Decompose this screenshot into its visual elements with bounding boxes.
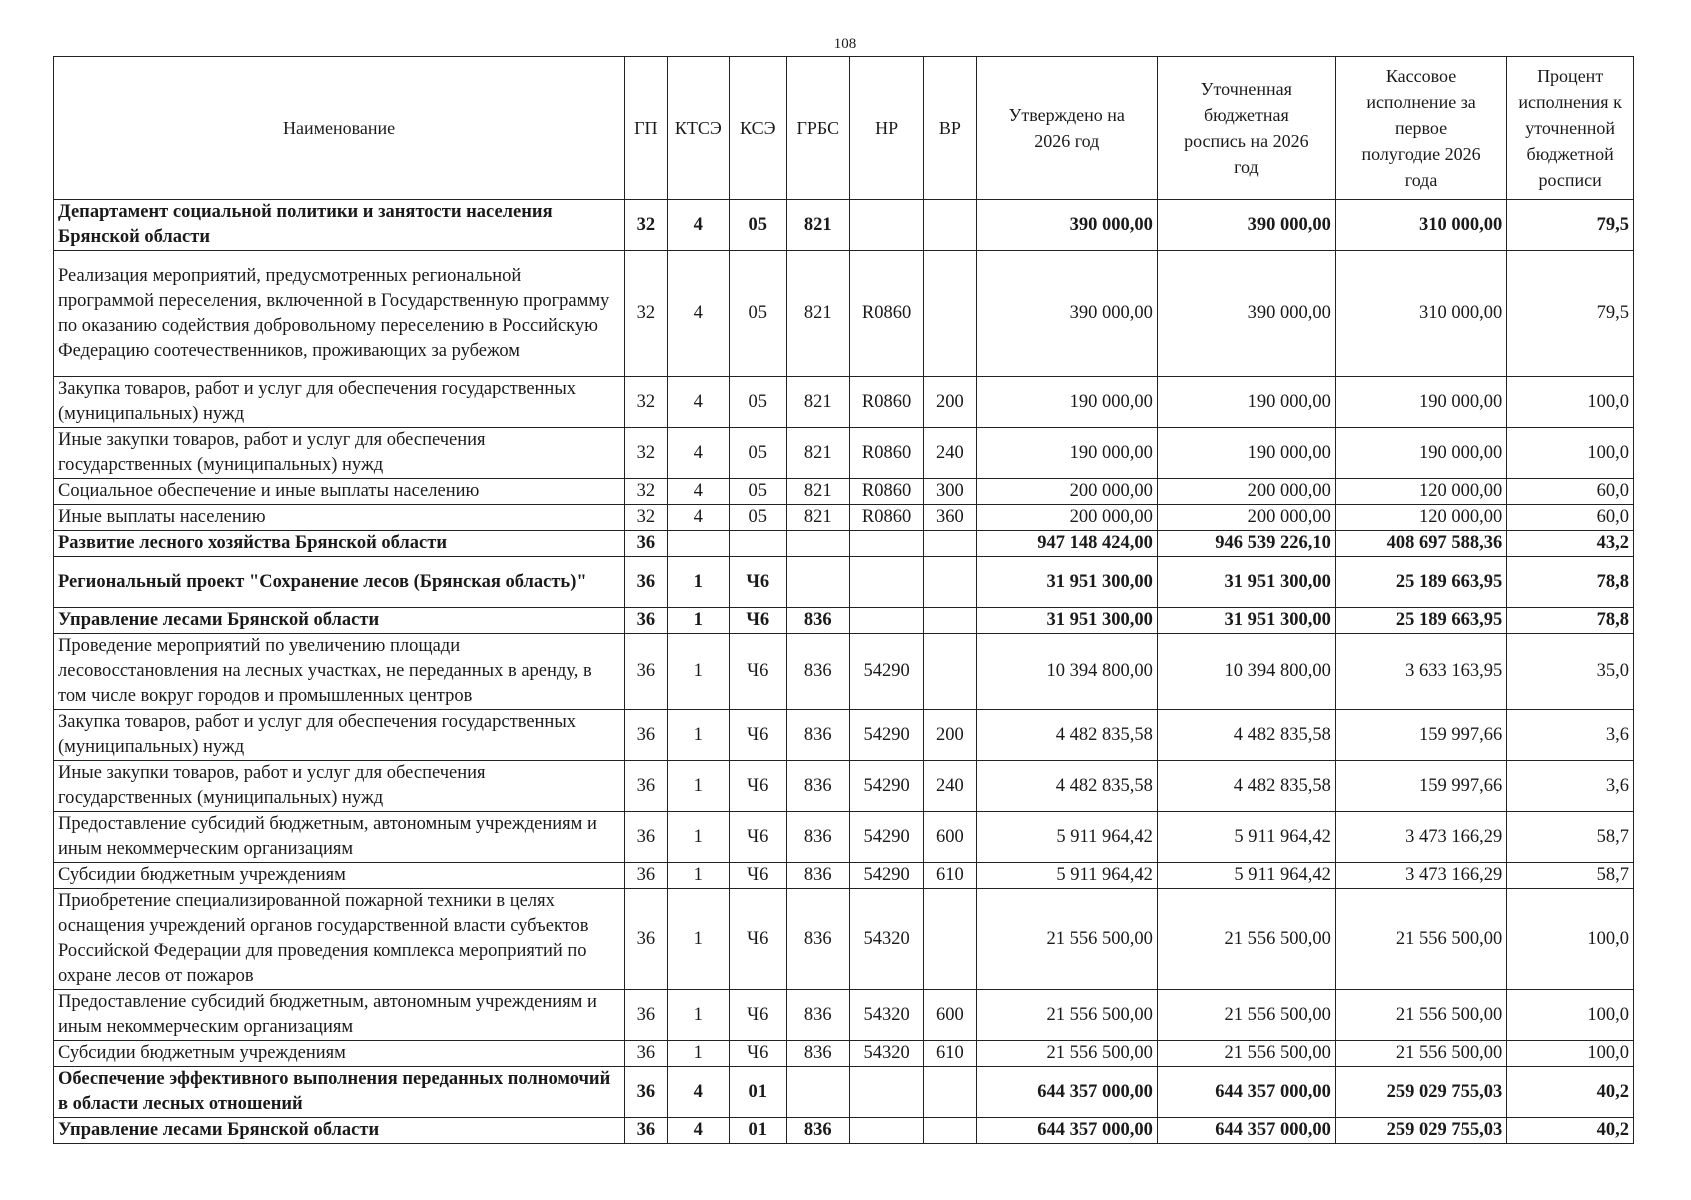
cell-kse: 05 (729, 377, 786, 428)
cell-gp: 36 (625, 710, 668, 761)
cell-np (849, 557, 923, 608)
cell-gp: 36 (625, 990, 668, 1041)
cell-percent: 40,2 (1507, 1067, 1634, 1118)
cell-gp: 36 (625, 889, 668, 990)
header-approved: Утверждено на 2026 год (976, 57, 1157, 200)
row-name: Развитие лесного хозяйства Брянской области (54, 531, 625, 557)
cell-kse: Ч6 (729, 608, 786, 634)
table-row (54, 710, 1634, 761)
header-cash: Кассовое исполнение за первое полугодие 2026 года (1335, 57, 1506, 200)
table-row (54, 889, 1634, 990)
header-refined: Уточненная бюджетная роспись на 2026 год (1157, 57, 1335, 200)
table-row (54, 863, 1634, 889)
cell-kse: 01 (729, 1067, 786, 1118)
cell-percent: 60,0 (1507, 479, 1634, 505)
table-row (54, 634, 1634, 710)
row-name: Социальное обеспечение и иные выплаты населению (54, 479, 625, 505)
cell-percent: 100,0 (1507, 428, 1634, 479)
cell-refined: 21 556 500,00 (1157, 889, 1335, 990)
cell-refined: 390 000,00 (1157, 251, 1335, 377)
cell-cash: 120 000,00 (1335, 505, 1506, 531)
cell-kse: Ч6 (729, 863, 786, 889)
cell-vr: 300 (924, 479, 976, 505)
row-name: Иные закупки товаров, работ и услуг для обеспечения государственных (муниципальных) нужд (54, 761, 625, 812)
cell-gp: 36 (625, 531, 668, 557)
cell-cash: 159 997,66 (1335, 710, 1506, 761)
cell-kse: Ч6 (729, 990, 786, 1041)
cell-np (849, 608, 923, 634)
cell-kse: 05 (729, 200, 786, 251)
cell-grbs: 836 (786, 761, 849, 812)
cell-grbs: 836 (786, 1041, 849, 1067)
cell-percent: 3,6 (1507, 710, 1634, 761)
cell-cash: 120 000,00 (1335, 479, 1506, 505)
cell-approved: 200 000,00 (976, 505, 1157, 531)
cell-kse: 05 (729, 479, 786, 505)
cell-np: R0860 (849, 251, 923, 377)
cell-np: 54290 (849, 634, 923, 710)
cell-approved: 10 394 800,00 (976, 634, 1157, 710)
cell-kse: 05 (729, 251, 786, 377)
cell-ktse: 1 (667, 710, 729, 761)
cell-grbs: 836 (786, 990, 849, 1041)
cell-gp: 36 (625, 863, 668, 889)
cell-refined: 5 911 964,42 (1157, 863, 1335, 889)
cell-np (849, 1118, 923, 1144)
row-name: Проведение мероприятий по увеличению площади лесовосстановления на лесных участках, не переданных в аренду, в том числе вокруг городов и промышленных центров (54, 634, 625, 710)
cell-gp: 36 (625, 1118, 668, 1144)
cell-vr: 240 (924, 428, 976, 479)
cell-ktse: 4 (667, 251, 729, 377)
cell-cash: 25 189 663,95 (1335, 608, 1506, 634)
cell-ktse: 1 (667, 863, 729, 889)
cell-percent: 79,5 (1507, 200, 1634, 251)
cell-np: R0860 (849, 505, 923, 531)
cell-cash: 190 000,00 (1335, 377, 1506, 428)
cell-percent: 100,0 (1507, 889, 1634, 990)
row-name: Приобретение специализированной пожарной техники в целях оснащения учреждений органов государственной власти субъектов Российской Федерации для проведения комплекса мероприятий по охране лесов от пожаров (54, 889, 625, 990)
table-row (54, 200, 1634, 251)
cell-ktse: 1 (667, 1041, 729, 1067)
header-percent: Процент исполнения к уточненной бюджетной росписи (1507, 57, 1634, 200)
cell-gp: 36 (625, 557, 668, 608)
row-name: Иные закупки товаров, работ и услуг для обеспечения государственных (муниципальных) нужд (54, 428, 625, 479)
cell-np: 54290 (849, 812, 923, 863)
cell-approved: 200 000,00 (976, 479, 1157, 505)
cell-cash: 159 997,66 (1335, 761, 1506, 812)
cell-kse: 01 (729, 1118, 786, 1144)
cell-percent: 58,7 (1507, 812, 1634, 863)
header-np: НР (849, 57, 923, 200)
cell-approved: 5 911 964,42 (976, 812, 1157, 863)
cell-refined: 4 482 835,58 (1157, 710, 1335, 761)
cell-cash: 259 029 755,03 (1335, 1118, 1506, 1144)
cell-grbs: 821 (786, 428, 849, 479)
cell-grbs: 836 (786, 608, 849, 634)
table-body (54, 200, 1634, 1144)
cell-percent: 58,7 (1507, 863, 1634, 889)
cell-cash: 3 473 166,29 (1335, 812, 1506, 863)
cell-kse: Ч6 (729, 557, 786, 608)
row-name: Реализация мероприятий, предусмотренных региональной программой переселения, включенной в Государственную программу по оказанию содействия добровольному переселению в Российскую Федерацию соотечественников, проживающих за рубежом (54, 251, 625, 377)
cell-ktse: 4 (667, 428, 729, 479)
row-name: Закупка товаров, работ и услуг для обеспечения государственных (муниципальных) нужд (54, 710, 625, 761)
row-name: Закупка товаров, работ и услуг для обеспечения государственных (муниципальных) нужд (54, 377, 625, 428)
cell-grbs: 836 (786, 634, 849, 710)
cell-percent: 100,0 (1507, 377, 1634, 428)
cell-cash: 3 633 163,95 (1335, 634, 1506, 710)
cell-ktse: 4 (667, 200, 729, 251)
header-grbs: ГРБС (786, 57, 849, 200)
cell-np (849, 200, 923, 251)
cell-gp: 36 (625, 1067, 668, 1118)
cell-approved: 644 357 000,00 (976, 1118, 1157, 1144)
cell-approved: 190 000,00 (976, 377, 1157, 428)
cell-ktse (667, 531, 729, 557)
cell-np: 54290 (849, 761, 923, 812)
cell-ktse: 4 (667, 1118, 729, 1144)
cell-percent: 43,2 (1507, 531, 1634, 557)
table-row (54, 377, 1634, 428)
cell-refined: 4 482 835,58 (1157, 761, 1335, 812)
cell-grbs: 821 (786, 251, 849, 377)
cell-refined: 644 357 000,00 (1157, 1118, 1335, 1144)
cell-vr (924, 1118, 976, 1144)
row-name: Предоставление субсидий бюджетным, автономным учреждениям и иным некоммерческим организациям (54, 812, 625, 863)
cell-vr: 240 (924, 761, 976, 812)
cell-gp: 32 (625, 377, 668, 428)
cell-vr (924, 531, 976, 557)
cell-vr (924, 1067, 976, 1118)
cell-cash: 310 000,00 (1335, 251, 1506, 377)
cell-gp: 36 (625, 1041, 668, 1067)
cell-np: 54320 (849, 990, 923, 1041)
cell-vr: 200 (924, 710, 976, 761)
cell-vr: 600 (924, 812, 976, 863)
cell-np: 54290 (849, 863, 923, 889)
cell-refined: 31 951 300,00 (1157, 557, 1335, 608)
cell-approved: 31 951 300,00 (976, 557, 1157, 608)
cell-grbs (786, 1067, 849, 1118)
cell-kse: 05 (729, 428, 786, 479)
cell-vr (924, 251, 976, 377)
cell-np (849, 1067, 923, 1118)
cell-np: 54320 (849, 1041, 923, 1067)
cell-ktse: 1 (667, 812, 729, 863)
cell-approved: 4 482 835,58 (976, 761, 1157, 812)
cell-gp: 32 (625, 505, 668, 531)
cell-refined: 200 000,00 (1157, 505, 1335, 531)
page-number: 108 (833, 36, 857, 52)
cell-approved: 21 556 500,00 (976, 990, 1157, 1041)
cell-cash: 310 000,00 (1335, 200, 1506, 251)
row-name: Предоставление субсидий бюджетным, автономным учреждениям и иным некоммерческим организациям (54, 990, 625, 1041)
table-row (54, 608, 1634, 634)
cell-percent: 79,5 (1507, 251, 1634, 377)
cell-gp: 32 (625, 251, 668, 377)
row-name: Обеспечение эффективного выполнения переданных полномочий в области лесных отношений (54, 1067, 625, 1118)
cell-percent: 60,0 (1507, 505, 1634, 531)
cell-ktse: 1 (667, 608, 729, 634)
cell-cash: 21 556 500,00 (1335, 990, 1506, 1041)
cell-approved: 644 357 000,00 (976, 1067, 1157, 1118)
cell-percent: 100,0 (1507, 990, 1634, 1041)
cell-percent: 78,8 (1507, 608, 1634, 634)
row-name: Субсидии бюджетным учреждениям (54, 863, 625, 889)
cell-cash: 21 556 500,00 (1335, 1041, 1506, 1067)
cell-refined: 946 539 226,10 (1157, 531, 1335, 557)
cell-percent: 3,6 (1507, 761, 1634, 812)
cell-np: 54320 (849, 889, 923, 990)
cell-np: 54290 (849, 710, 923, 761)
cell-refined: 390 000,00 (1157, 200, 1335, 251)
table-row (54, 531, 1634, 557)
cell-grbs: 821 (786, 505, 849, 531)
cell-kse: Ч6 (729, 761, 786, 812)
cell-refined: 190 000,00 (1157, 428, 1335, 479)
table-row (54, 1067, 1634, 1118)
cell-cash: 21 556 500,00 (1335, 889, 1506, 990)
cell-approved: 947 148 424,00 (976, 531, 1157, 557)
cell-grbs: 821 (786, 200, 849, 251)
header-kse: КСЭ (729, 57, 786, 200)
cell-refined: 644 357 000,00 (1157, 1067, 1335, 1118)
cell-vr: 600 (924, 990, 976, 1041)
cell-refined: 31 951 300,00 (1157, 608, 1335, 634)
header-row (54, 57, 1634, 200)
cell-ktse: 4 (667, 1067, 729, 1118)
cell-ktse: 4 (667, 479, 729, 505)
cell-grbs (786, 557, 849, 608)
cell-kse: Ч6 (729, 1041, 786, 1067)
cell-refined: 190 000,00 (1157, 377, 1335, 428)
row-name: Управление лесами Брянской области (54, 1118, 625, 1144)
cell-approved: 390 000,00 (976, 200, 1157, 251)
budget-table (53, 56, 1634, 1144)
cell-kse: 05 (729, 505, 786, 531)
row-name: Департамент социальной политики и занятости населения Брянской области (54, 200, 625, 251)
cell-vr (924, 557, 976, 608)
cell-approved: 31 951 300,00 (976, 608, 1157, 634)
cell-gp: 32 (625, 479, 668, 505)
cell-ktse: 4 (667, 377, 729, 428)
cell-grbs: 821 (786, 479, 849, 505)
cell-refined: 10 394 800,00 (1157, 634, 1335, 710)
cell-grbs: 821 (786, 377, 849, 428)
header-gp: ГП (625, 57, 668, 200)
row-name: Управление лесами Брянской области (54, 608, 625, 634)
cell-gp: 36 (625, 608, 668, 634)
cell-vr: 360 (924, 505, 976, 531)
cell-kse: Ч6 (729, 812, 786, 863)
cell-vr: 610 (924, 863, 976, 889)
header-name: Наименование (54, 57, 625, 200)
table-row (54, 761, 1634, 812)
cell-approved: 190 000,00 (976, 428, 1157, 479)
cell-gp: 36 (625, 634, 668, 710)
table-row (54, 1118, 1634, 1144)
cell-ktse: 4 (667, 505, 729, 531)
cell-cash: 25 189 663,95 (1335, 557, 1506, 608)
row-name: Региональный проект "Сохранение лесов (Брянская область)" (54, 557, 625, 608)
cell-gp: 36 (625, 761, 668, 812)
cell-grbs: 836 (786, 812, 849, 863)
cell-vr: 200 (924, 377, 976, 428)
cell-kse (729, 531, 786, 557)
cell-grbs: 836 (786, 710, 849, 761)
cell-gp: 36 (625, 812, 668, 863)
table-row (54, 505, 1634, 531)
cell-ktse: 1 (667, 634, 729, 710)
cell-approved: 390 000,00 (976, 251, 1157, 377)
cell-ktse: 1 (667, 557, 729, 608)
cell-refined: 21 556 500,00 (1157, 1041, 1335, 1067)
cell-refined: 5 911 964,42 (1157, 812, 1335, 863)
cell-approved: 21 556 500,00 (976, 889, 1157, 990)
header-ktse: КТСЭ (667, 57, 729, 200)
cell-cash: 190 000,00 (1335, 428, 1506, 479)
cell-ktse: 1 (667, 761, 729, 812)
cell-percent: 35,0 (1507, 634, 1634, 710)
table-row (54, 251, 1634, 377)
cell-np: R0860 (849, 428, 923, 479)
cell-approved: 21 556 500,00 (976, 1041, 1157, 1067)
header-vr: ВР (924, 57, 976, 200)
cell-np (849, 531, 923, 557)
cell-cash: 408 697 588,36 (1335, 531, 1506, 557)
cell-gp: 32 (625, 428, 668, 479)
cell-refined: 200 000,00 (1157, 479, 1335, 505)
cell-grbs: 836 (786, 863, 849, 889)
cell-vr (924, 200, 976, 251)
cell-vr (924, 889, 976, 990)
cell-vr (924, 608, 976, 634)
table-row (54, 557, 1634, 608)
cell-vr (924, 634, 976, 710)
cell-ktse: 1 (667, 990, 729, 1041)
table-row (54, 990, 1634, 1041)
cell-ktse: 1 (667, 889, 729, 990)
cell-kse: Ч6 (729, 634, 786, 710)
table-row (54, 428, 1634, 479)
cell-percent: 78,8 (1507, 557, 1634, 608)
cell-percent: 40,2 (1507, 1118, 1634, 1144)
cell-refined: 21 556 500,00 (1157, 990, 1335, 1041)
cell-gp: 32 (625, 200, 668, 251)
row-name: Субсидии бюджетным учреждениям (54, 1041, 625, 1067)
table-row (54, 812, 1634, 863)
cell-np: R0860 (849, 377, 923, 428)
cell-approved: 5 911 964,42 (976, 863, 1157, 889)
table-row (54, 479, 1634, 505)
cell-cash: 259 029 755,03 (1335, 1067, 1506, 1118)
cell-kse: Ч6 (729, 889, 786, 990)
cell-approved: 4 482 835,58 (976, 710, 1157, 761)
cell-vr: 610 (924, 1041, 976, 1067)
cell-cash: 3 473 166,29 (1335, 863, 1506, 889)
cell-grbs (786, 531, 849, 557)
cell-grbs: 836 (786, 889, 849, 990)
cell-np: R0860 (849, 479, 923, 505)
cell-kse: Ч6 (729, 710, 786, 761)
cell-percent: 100,0 (1507, 1041, 1634, 1067)
row-name: Иные выплаты населению (54, 505, 625, 531)
cell-grbs: 836 (786, 1118, 849, 1144)
table-row (54, 1041, 1634, 1067)
